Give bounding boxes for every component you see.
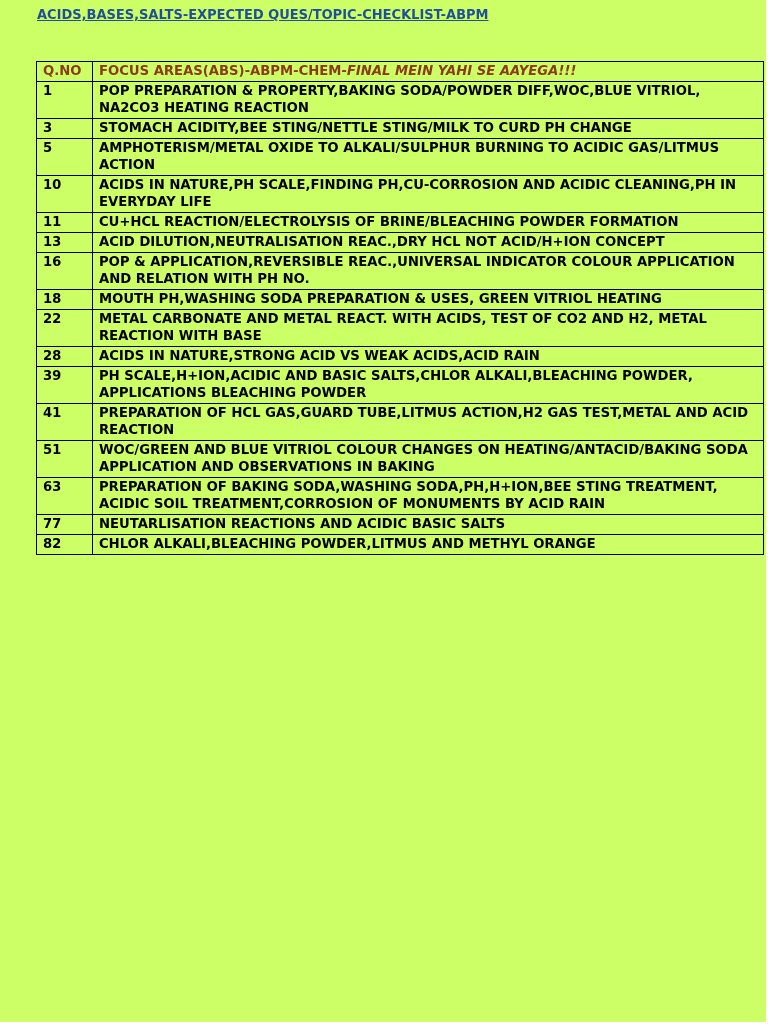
row-qno: 3 <box>37 119 93 139</box>
row-qno: 51 <box>37 441 93 478</box>
row-qno: 18 <box>37 290 93 310</box>
table-row <box>37 441 764 478</box>
row-qno: 22 <box>37 310 93 347</box>
table-row <box>37 213 764 233</box>
header-focus-prefix: FOCUS AREAS(ABS)-ABPM-CHEM- <box>99 64 347 79</box>
row-topic: PH SCALE,H+ION,ACIDIC AND BASIC SALTS,CHLOR ALKALI,BLEACHING POWDER, APPLICATIONS BLEACHING POWDER <box>93 367 764 404</box>
table-row <box>37 233 764 253</box>
row-qno: 77 <box>37 515 93 535</box>
document-title-link[interactable]: ACIDS,BASES,SALTS-EXPECTED QUES/TOPIC-CHECKLIST-ABPM <box>37 8 489 23</box>
table-row <box>37 176 764 213</box>
table-row <box>37 515 764 535</box>
table-row <box>37 119 764 139</box>
row-qno: 28 <box>37 347 93 367</box>
row-qno: 11 <box>37 213 93 233</box>
row-topic: AMPHOTERISM/METAL OXIDE TO ALKALI/SULPHUR BURNING TO ACIDIC GAS/LITMUS ACTION <box>93 139 764 176</box>
row-topic: ACIDS IN NATURE,PH SCALE,FINDING PH,CU-CORROSION AND ACIDIC CLEANING,PH IN EVERYDAY LIFE <box>93 176 764 213</box>
table-header-row <box>37 62 764 82</box>
row-qno: 41 <box>37 404 93 441</box>
table-row <box>37 253 764 290</box>
header-focus-areas <box>93 62 764 82</box>
row-qno: 1 <box>37 82 93 119</box>
table-row <box>37 367 764 404</box>
table-row <box>37 139 764 176</box>
row-topic: POP & APPLICATION,REVERSIBLE REAC.,UNIVERSAL INDICATOR COLOUR APPLICATION AND RELATION WITH PH NO. <box>93 253 764 290</box>
row-topic: ACIDS IN NATURE,STRONG ACID VS WEAK ACIDS,ACID RAIN <box>93 347 764 367</box>
table-row <box>37 82 764 119</box>
row-topic: PREPARATION OF HCL GAS,GUARD TUBE,LITMUS ACTION,H2 GAS TEST,METAL AND ACID REACTION <box>93 404 764 441</box>
row-qno: 5 <box>37 139 93 176</box>
table-row <box>37 310 764 347</box>
header-qno: Q.NO <box>37 62 93 82</box>
row-topic: WOC/GREEN AND BLUE VITRIOL COLOUR CHANGES ON HEATING/ANTACID/BAKING SODA APPLICATION AND OBSERVATIONS IN BAKING <box>93 441 764 478</box>
table-row <box>37 535 764 555</box>
row-topic: ACID DILUTION,NEUTRALISATION REAC.,DRY HCL NOT ACID/H+ION CONCEPT <box>93 233 764 253</box>
table-row <box>37 404 764 441</box>
row-topic: CU+HCL REACTION/ELECTROLYSIS OF BRINE/BLEACHING POWDER FORMATION <box>93 213 764 233</box>
row-topic: METAL CARBONATE AND METAL REACT. WITH ACIDS, TEST OF CO2 AND H2, METAL REACTION WITH BASE <box>93 310 764 347</box>
table-row <box>37 347 764 367</box>
table-row <box>37 478 764 515</box>
row-topic: PREPARATION OF BAKING SODA,WASHING SODA,PH,H+ION,BEE STING TREATMENT, ACIDIC SOIL TREATMENT,CORROSION OF MONUMENTS BY ACID RAIN <box>93 478 764 515</box>
row-topic: MOUTH PH,WASHING SODA PREPARATION & USES, GREEN VITRIOL HEATING <box>93 290 764 310</box>
row-topic: STOMACH ACIDITY,BEE STING/NETTLE STING/MILK TO CURD PH CHANGE <box>93 119 764 139</box>
row-topic: CHLOR ALKALI,BLEACHING POWDER,LITMUS AND METHYL ORANGE <box>93 535 764 555</box>
header-focus-italic: FINAL MEIN YAHI SE AAYEGA!!! <box>346 64 577 79</box>
row-topic: POP PREPARATION & PROPERTY,BAKING SODA/POWDER DIFF,WOC,BLUE VITRIOL, NA2CO3 HEATING REACTION <box>93 82 764 119</box>
topic-checklist-table <box>36 61 764 555</box>
row-qno: 13 <box>37 233 93 253</box>
row-qno: 16 <box>37 253 93 290</box>
row-qno: 82 <box>37 535 93 555</box>
row-qno: 39 <box>37 367 93 404</box>
table-row <box>37 290 764 310</box>
row-qno: 63 <box>37 478 93 515</box>
row-topic: NEUTARLISATION REACTIONS AND ACIDIC BASIC SALTS <box>93 515 764 535</box>
row-qno: 10 <box>37 176 93 213</box>
